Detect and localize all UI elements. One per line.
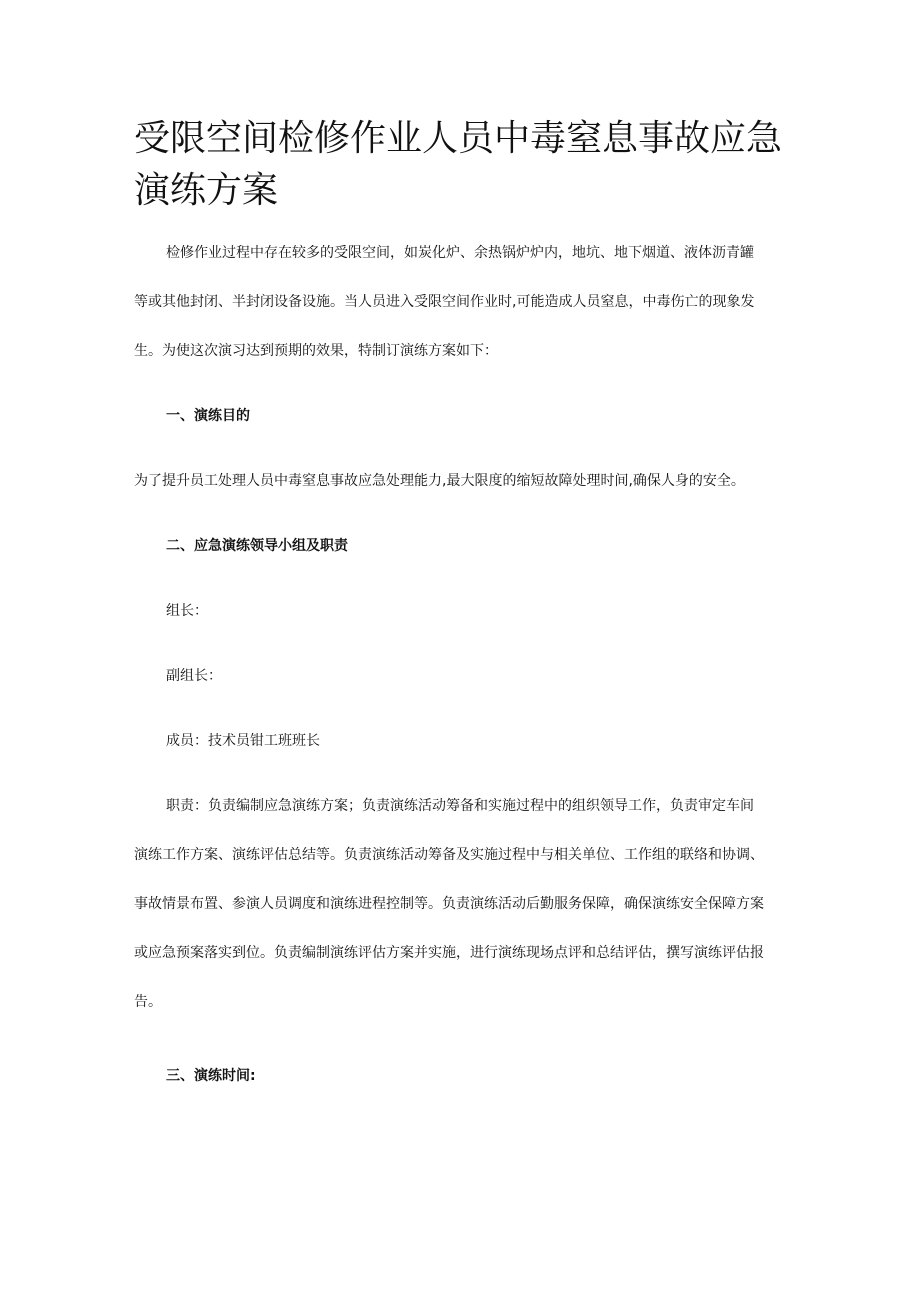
duties-line-1: 职责：负责编制应急演练方案；负责演练活动筹备和实施过程中的组织领导工作，负责审定车间 xyxy=(166,798,754,814)
duties-line-2: 演练工作方案、演练评估总结等。负责演练活动筹备及实施过程中与相关单位、工作组的联络和协调、 xyxy=(134,847,764,863)
duties-line-4: 或应急预案落实到位。负责编制演练评估方案并实施，进行演练现场点评和总结评估，撰写演练评估报 xyxy=(134,945,764,961)
intro-line-2: 等或其他封闭、半封闭设备设施。当人员进入受限空间作业时,可能造成人员窒息，中毒伤亡的现象发 xyxy=(134,294,755,310)
document-title: 受限空间检修作业人员中毒窒息事故应急演练方案 xyxy=(134,118,783,211)
section-1-text: 为了提升员工处理人员中毒窒息事故应急处理能力,最大限度的缩短故障处理时间,确保人身的安全。 xyxy=(134,473,745,489)
intro-line-1: 检修作业过程中存在较多的受限空间，如炭化炉、余热锅炉炉内，地坑、地下烟道、液体沥青罐 xyxy=(166,245,754,261)
section-1-heading: 一、演练目的 xyxy=(166,408,250,424)
intro-line-3: 生。为使这次演习达到预期的效果，特制订演练方案如下： xyxy=(134,343,498,359)
duties-line-5: 告。 xyxy=(134,994,162,1010)
group-leader: 组长： xyxy=(166,603,208,619)
deputy-leader: 副组长： xyxy=(166,668,222,684)
section-2-heading: 二、应急演练领导小组及职责 xyxy=(166,538,348,554)
section-3-heading: 三、演练时间: xyxy=(166,1068,256,1084)
group-members: 成员：技术员钳工班班长 xyxy=(166,733,320,749)
duties-line-3: 事故情景布置、参演人员调度和演练进程控制等。负责演练活动后勤服务保障，确保演练安全保障方案 xyxy=(134,896,764,912)
